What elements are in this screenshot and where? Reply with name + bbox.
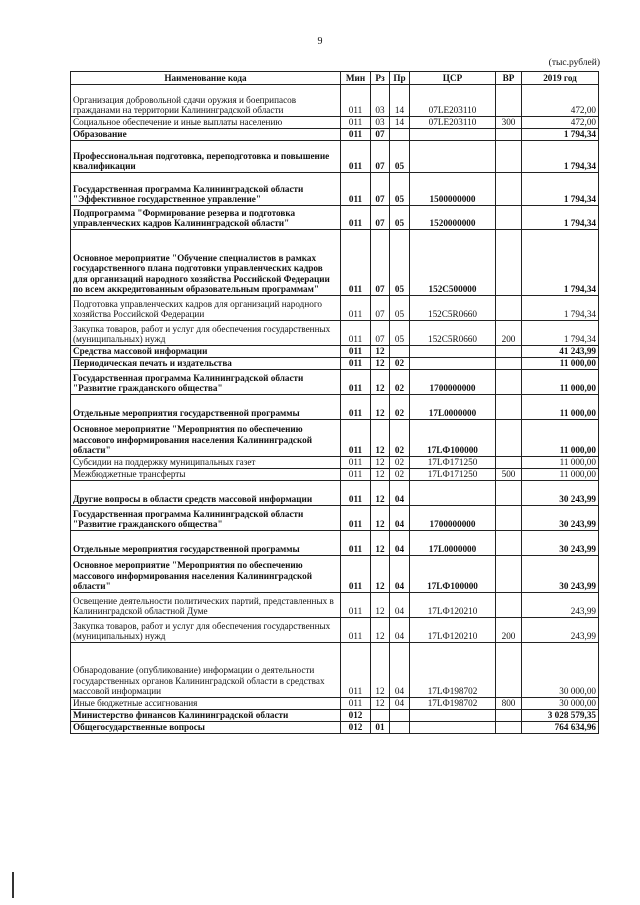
row-name: Подготовка управленческих кадров для организаций народного хозяйства Российской Федерации	[71, 296, 341, 321]
row-rz: 07	[371, 206, 390, 230]
row-csr	[410, 346, 496, 358]
row-min: 011	[341, 370, 371, 395]
row-amount: 1 794,34	[522, 129, 599, 141]
row-csr	[410, 481, 496, 506]
row-name: Подпрограмма "Формирование резерва и подготовка управленческих кадров Калининградской области"	[71, 206, 341, 230]
row-csr: 17LФ171250	[410, 457, 496, 469]
row-rz: 12	[371, 698, 390, 710]
row-amount: 11 000,00	[522, 358, 599, 370]
table-row	[71, 395, 599, 420]
row-name: Организация добровольной сдачи оружия и боеприпасов гражданами на территории Калининградской области	[71, 85, 341, 117]
header-name: Наименование кода	[71, 72, 341, 85]
row-vr: 200	[496, 321, 522, 346]
row-pr: 04	[390, 556, 410, 593]
row-rz: 12	[371, 618, 390, 643]
header-year: 2019 год	[522, 72, 599, 85]
row-name: Периодическая печать и издательства	[71, 358, 341, 370]
row-rz: 12	[371, 506, 390, 531]
row-name: Другие вопросы в области средств массовой информации	[71, 481, 341, 506]
table-row	[71, 698, 599, 710]
row-rz: 07	[371, 230, 390, 296]
row-amount: 30 243,99	[522, 531, 599, 556]
row-min: 011	[341, 85, 371, 117]
row-csr: 152C5R0660	[410, 321, 496, 346]
row-pr: 04	[390, 698, 410, 710]
row-amount: 1 794,34	[522, 321, 599, 346]
table-row	[71, 85, 599, 117]
row-min: 011	[341, 358, 371, 370]
table-row	[71, 556, 599, 593]
row-name: Средства массовой информации	[71, 346, 341, 358]
row-csr: 17LФ198702	[410, 643, 496, 698]
row-vr	[496, 296, 522, 321]
table-row	[71, 481, 599, 506]
row-min: 011	[341, 593, 371, 618]
row-amount: 472,00	[522, 117, 599, 129]
row-rz: 12	[371, 469, 390, 481]
row-min: 011	[341, 698, 371, 710]
row-name: Закупка товаров, работ и услуг для обеспечения государственных (муниципальных) нужд	[71, 321, 341, 346]
row-vr: 500	[496, 469, 522, 481]
row-min: 011	[341, 117, 371, 129]
page-number: 9	[317, 36, 323, 47]
row-amount: 11 000,00	[522, 370, 599, 395]
table-row	[71, 618, 599, 643]
row-amount: 30 243,99	[522, 506, 599, 531]
row-name: Основное мероприятие "Обучение специалистов в рамках государственного плана подготовки управленческих кадров для организаций народного хозяйства Российской Федерации по всем аккредитованным образовательным программам"	[71, 230, 341, 296]
row-pr: 02	[390, 457, 410, 469]
row-amount: 11 000,00	[522, 395, 599, 420]
row-rz	[371, 710, 390, 722]
row-vr	[496, 141, 522, 173]
row-rz: 03	[371, 85, 390, 117]
row-rz: 12	[371, 395, 390, 420]
row-csr	[410, 129, 496, 141]
row-pr: 05	[390, 296, 410, 321]
row-pr: 04	[390, 618, 410, 643]
table-row	[71, 469, 599, 481]
budget-table	[70, 71, 599, 734]
row-name: Отдельные мероприятия государственной программы	[71, 531, 341, 556]
table-row	[71, 129, 599, 141]
table-row	[71, 206, 599, 230]
header-csr: ЦСР	[410, 72, 496, 85]
table-row	[71, 173, 599, 206]
row-amount: 1 794,34	[522, 296, 599, 321]
row-csr: 152C500000	[410, 230, 496, 296]
row-vr	[496, 531, 522, 556]
row-csr: 17LФ120210	[410, 593, 496, 618]
row-vr	[496, 420, 522, 457]
row-rz: 07	[371, 321, 390, 346]
row-amount: 1 794,34	[522, 141, 599, 173]
row-vr	[496, 481, 522, 506]
row-csr: 07LE203110	[410, 85, 496, 117]
row-amount: 472,00	[522, 85, 599, 117]
row-min: 011	[341, 395, 371, 420]
row-pr: 05	[390, 141, 410, 173]
row-vr	[496, 643, 522, 698]
row-vr	[496, 457, 522, 469]
row-rz: 12	[371, 531, 390, 556]
row-rz: 12	[371, 370, 390, 395]
row-csr	[410, 358, 496, 370]
header-rz: Рз	[371, 72, 390, 85]
row-rz: 12	[371, 420, 390, 457]
row-rz: 07	[371, 173, 390, 206]
row-rz: 12	[371, 358, 390, 370]
row-min: 011	[341, 556, 371, 593]
row-vr: 300	[496, 117, 522, 129]
row-csr: 17L0000000	[410, 531, 496, 556]
row-pr: 02	[390, 358, 410, 370]
row-csr: 1520000000	[410, 206, 496, 230]
row-vr	[496, 506, 522, 531]
row-pr	[390, 129, 410, 141]
row-min: 011	[341, 230, 371, 296]
row-rz: 12	[371, 457, 390, 469]
row-rz: 07	[371, 296, 390, 321]
row-amount: 243,99	[522, 618, 599, 643]
row-min: 011	[341, 469, 371, 481]
row-csr: 17L0000000	[410, 395, 496, 420]
row-amount: 243,99	[522, 593, 599, 618]
row-name: Основное мероприятие "Мероприятия по обеспечению массового информирования населения Калининградской области"	[71, 420, 341, 457]
table-row	[71, 370, 599, 395]
table-row	[71, 346, 599, 358]
row-min: 012	[341, 722, 371, 734]
row-name: Обнародование (опубликование) информации о деятельности государственных органов Калининградской области в средствах массовой информации	[71, 643, 341, 698]
row-pr: 04	[390, 481, 410, 506]
row-vr	[496, 395, 522, 420]
row-pr: 04	[390, 593, 410, 618]
table-header-row	[71, 72, 599, 85]
row-pr: 04	[390, 643, 410, 698]
row-min: 011	[341, 173, 371, 206]
row-min: 011	[341, 481, 371, 506]
row-pr: 02	[390, 420, 410, 457]
header-min: Мин	[341, 72, 371, 85]
row-min: 011	[341, 643, 371, 698]
row-vr	[496, 230, 522, 296]
row-rz: 03	[371, 117, 390, 129]
table-row	[71, 593, 599, 618]
table-row	[71, 358, 599, 370]
row-min: 011	[341, 296, 371, 321]
table-row	[71, 457, 599, 469]
table-row	[71, 141, 599, 173]
row-name: Государственная программа Калининградской области "Развитие гражданского общества"	[71, 506, 341, 531]
row-csr: 07LE203110	[410, 117, 496, 129]
row-csr: 17LФ100000	[410, 420, 496, 457]
row-vr	[496, 346, 522, 358]
row-min: 011	[341, 506, 371, 531]
row-name: Образование	[71, 129, 341, 141]
row-name: Социальное обеспечение и иные выплаты населению	[71, 117, 341, 129]
row-amount: 3 028 579,35	[522, 710, 599, 722]
row-pr: 05	[390, 230, 410, 296]
row-min: 011	[341, 618, 371, 643]
row-vr	[496, 722, 522, 734]
row-vr	[496, 173, 522, 206]
row-csr: 1700000000	[410, 506, 496, 531]
row-csr: 1500000000	[410, 173, 496, 206]
row-csr: 1700000000	[410, 370, 496, 395]
row-vr: 200	[496, 618, 522, 643]
row-min: 011	[341, 457, 371, 469]
table-row	[71, 420, 599, 457]
row-amount: 30 000,00	[522, 643, 599, 698]
row-name: Межбюджетные трансферты	[71, 469, 341, 481]
row-amount: 30 243,99	[522, 556, 599, 593]
header-pr: Пр	[390, 72, 410, 85]
row-rz: 12	[371, 556, 390, 593]
row-pr: 02	[390, 370, 410, 395]
table-row	[71, 230, 599, 296]
row-pr: 05	[390, 173, 410, 206]
row-rz: 07	[371, 141, 390, 173]
table-row	[71, 722, 599, 734]
row-amount: 764 634,96	[522, 722, 599, 734]
row-vr	[496, 358, 522, 370]
row-min: 012	[341, 710, 371, 722]
row-csr: 17LФ171250	[410, 469, 496, 481]
row-name: Министерство финансов Калининградской области	[71, 710, 341, 722]
row-name: Общегосударственные вопросы	[71, 722, 341, 734]
scan-edge-mark	[12, 872, 14, 898]
table-row	[71, 643, 599, 698]
row-csr	[410, 722, 496, 734]
units-label: (тыс.рублей)	[548, 58, 600, 68]
row-name: Государственная программа Калининградской области "Эффективное государственное управление"	[71, 173, 341, 206]
row-rz: 12	[371, 643, 390, 698]
row-vr	[496, 556, 522, 593]
row-csr: 17LФ100000	[410, 556, 496, 593]
row-amount: 1 794,34	[522, 206, 599, 230]
row-min: 011	[341, 531, 371, 556]
row-pr: 05	[390, 321, 410, 346]
row-csr: 152C5R0660	[410, 296, 496, 321]
row-amount: 11 000,00	[522, 457, 599, 469]
row-vr: 800	[496, 698, 522, 710]
row-vr	[496, 370, 522, 395]
table-row	[71, 117, 599, 129]
row-amount: 1 794,34	[522, 173, 599, 206]
row-pr	[390, 710, 410, 722]
row-csr	[410, 710, 496, 722]
row-csr: 17LФ198702	[410, 698, 496, 710]
row-rz: 12	[371, 346, 390, 358]
row-vr	[496, 206, 522, 230]
row-pr: 05	[390, 206, 410, 230]
row-amount: 1 794,34	[522, 230, 599, 296]
row-pr	[390, 346, 410, 358]
table-body	[71, 85, 599, 734]
row-vr	[496, 129, 522, 141]
row-pr: 14	[390, 85, 410, 117]
row-amount: 30 000,00	[522, 698, 599, 710]
row-pr: 14	[390, 117, 410, 129]
table-row	[71, 321, 599, 346]
row-name: Субсидии на поддержку муниципальных газет	[71, 457, 341, 469]
row-amount: 41 243,99	[522, 346, 599, 358]
row-rz: 12	[371, 593, 390, 618]
row-name: Профессиональная подготовка, переподготовка и повышение квалификации	[71, 141, 341, 173]
row-pr: 04	[390, 531, 410, 556]
row-min: 011	[341, 141, 371, 173]
row-name: Отдельные мероприятия государственной программы	[71, 395, 341, 420]
row-amount: 11 000,00	[522, 469, 599, 481]
table-row	[71, 531, 599, 556]
row-pr: 02	[390, 469, 410, 481]
row-min: 011	[341, 129, 371, 141]
row-name: Закупка товаров, работ и услуг для обеспечения государственных (муниципальных) нужд	[71, 618, 341, 643]
row-min: 011	[341, 420, 371, 457]
row-min: 011	[341, 206, 371, 230]
row-name: Государственная программа Калининградской области "Развитие гражданского общества"	[71, 370, 341, 395]
row-rz: 12	[371, 481, 390, 506]
row-min: 011	[341, 346, 371, 358]
table-row	[71, 296, 599, 321]
row-pr: 04	[390, 506, 410, 531]
row-vr	[496, 593, 522, 618]
row-csr	[410, 141, 496, 173]
row-name: Освещение деятельности политических партий, представленных в Калининградской областной Думе	[71, 593, 341, 618]
table-row	[71, 506, 599, 531]
table-row	[71, 710, 599, 722]
row-pr: 02	[390, 395, 410, 420]
row-pr	[390, 722, 410, 734]
row-name: Иные бюджетные ассигнования	[71, 698, 341, 710]
row-rz: 07	[371, 129, 390, 141]
row-amount: 30 243,99	[522, 481, 599, 506]
row-name: Основное мероприятие "Мероприятия по обеспечению массового информирования населения Калининградской области"	[71, 556, 341, 593]
row-vr	[496, 85, 522, 117]
row-amount: 11 000,00	[522, 420, 599, 457]
row-min: 011	[341, 321, 371, 346]
row-vr	[496, 710, 522, 722]
row-rz: 01	[371, 722, 390, 734]
row-csr: 17LФ120210	[410, 618, 496, 643]
header-vr: ВР	[496, 72, 522, 85]
